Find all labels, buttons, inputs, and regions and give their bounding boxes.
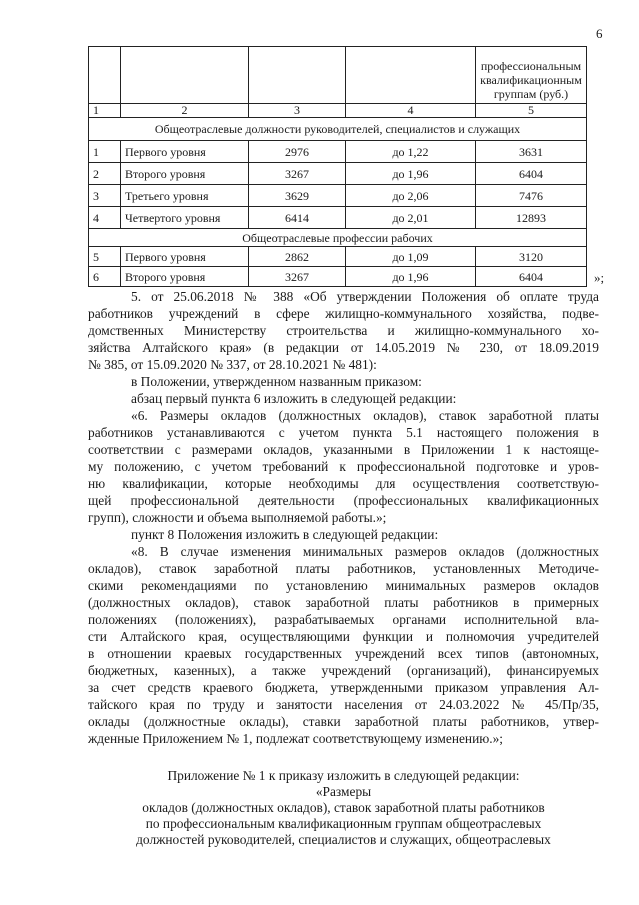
level-cell: Третьего уровня [121, 185, 249, 207]
header-line: профессиональным [480, 59, 582, 73]
header-cell [121, 47, 249, 104]
salary-cell: 6414 [249, 207, 346, 229]
text-line: соответствии с размерами окладов, указанными в Приложении 1 к настояще- [88, 442, 599, 457]
text-line: оклады (должностные оклады), ставки заработной платы работников, утвер- [88, 714, 599, 729]
total-cell: 12893 [476, 207, 587, 229]
section-row [89, 229, 587, 247]
text-line: му положению, с учетом требований к профессиональной подготовке и уров- [88, 459, 599, 474]
column-number: 4 [346, 104, 476, 118]
column-number: 5 [476, 104, 587, 118]
table-row [89, 247, 587, 267]
text-line: ню квалификации, которые необходимы для осуществления соответствую- [88, 476, 599, 491]
text-line: в отношении краевых государственных учреждений всех типов (автономных, [88, 646, 599, 661]
table-row [89, 207, 587, 229]
coefficient-cell: до 1,96 [346, 267, 476, 287]
salary-cell: 2976 [249, 141, 346, 163]
table-header-row [89, 47, 587, 104]
text-line: жденные Приложением № 1, подлежат соответствующему изменению.»; [88, 731, 504, 746]
page-number: 6 [596, 26, 603, 41]
table-row [89, 163, 587, 185]
coefficient-cell: до 1,22 [346, 141, 476, 163]
table-row [89, 141, 587, 163]
text-line: 5. от 25.06.2018 № 388 «Об утверждении Положения об оплате труда [131, 289, 599, 304]
column-number-row [89, 104, 587, 118]
text-line: положениях (положениях), разрабатываемых органами исполнительной вла- [88, 612, 599, 627]
text-line: «6. Размеры окладов (должностных окладов), ставок заработной платы [131, 408, 599, 423]
header-line: группам (руб.) [493, 87, 569, 101]
text-line: в Положении, утвержденном названным приказом: [131, 374, 422, 389]
text-line: бюджетных, казенных), а также учреждений (организаций), финансируемых [88, 663, 599, 678]
table-row [89, 185, 587, 207]
text-line: окладов), ставок заработной платы работников, установленных Методиче- [88, 561, 599, 576]
coefficient-cell: до 2,01 [346, 207, 476, 229]
level-cell: Четвертого уровня [121, 207, 249, 229]
salary-cell: 2862 [249, 247, 346, 267]
column-number: 1 [89, 104, 121, 118]
heading-line: окладов (должностных окладов), ставок заработной платы работников [142, 800, 545, 815]
text-line: № 385, от 15.09.2020 № 337, от 28.10.2021 № 481): [88, 357, 377, 372]
header-cell [249, 47, 346, 104]
header-line: квалификационным [480, 73, 582, 87]
text-line: скими рекомендациями по установлению минимальных размеров окладов [88, 578, 599, 593]
table-closing-mark: »; [594, 270, 605, 285]
coefficient-cell: до 1,96 [346, 163, 476, 185]
section-row [89, 118, 587, 141]
heading-line: «Размеры [315, 784, 372, 799]
salary-cell: 3629 [249, 185, 346, 207]
text-line: абзац первый пункта 6 изложить в следующей редакции: [131, 391, 457, 406]
salary-table [88, 46, 587, 287]
section-title: Общеотраслевые должности руководителей, специалистов и служащих [89, 118, 587, 141]
row-number: 5 [89, 247, 121, 267]
total-cell: 6404 [476, 163, 587, 185]
text-line: сти Алтайского края, осуществляющими функции и полномочия учредителей [88, 629, 599, 644]
header-cell [89, 47, 121, 104]
coefficient-cell: до 1,09 [346, 247, 476, 267]
salary-cell: 3267 [249, 163, 346, 185]
heading-line: по профессиональным квалификационным группам общеотраслевых [145, 816, 542, 831]
table-row [89, 267, 587, 287]
row-number: 3 [89, 185, 121, 207]
level-cell: Первого уровня [121, 141, 249, 163]
text-line: щей профессиональной деятельности (профессиональных квалификационных [88, 493, 599, 508]
total-cell: 6404 [476, 267, 587, 287]
row-number: 6 [89, 267, 121, 287]
text-line: домственных Министерству строительства и жилищно-коммунального хо- [88, 323, 599, 338]
total-cell: 7476 [476, 185, 587, 207]
header-cell-amount [476, 47, 587, 104]
level-cell: Второго уровня [121, 163, 249, 185]
header-cell [346, 47, 476, 104]
text-line: работников устанавливаются с учетом пункта 5.1 настоящего положения в [88, 425, 599, 440]
text-line: групп), сложности и объема выполняемой работы.»; [88, 510, 387, 525]
total-cell: 3120 [476, 247, 587, 267]
row-number: 2 [89, 163, 121, 185]
text-line: пункт 8 Положения изложить в следующей редакции: [131, 527, 439, 542]
body-text [88, 288, 599, 747]
row-number: 1 [89, 141, 121, 163]
level-cell: Второго уровня [121, 267, 249, 287]
text-line: тайского края по труду и занятости населения от 24.03.2022 № 45/Пр/35, [88, 697, 599, 712]
total-cell: 3631 [476, 141, 587, 163]
text-line: за счет средств краевого бюджета, утвержденными приказом управления Ал- [88, 680, 599, 695]
heading-line: должностей руководителей, специалистов и служащих, общеотраслевых [136, 832, 551, 847]
text-line: работников учреждений в сфере жилищно-коммунального хозяйства, подве- [88, 306, 599, 321]
row-number: 4 [89, 207, 121, 229]
section-title: Общеотраслевые профессии рабочих [89, 229, 587, 247]
column-number: 2 [121, 104, 249, 118]
text-line: «8. В случае изменения минимальных размеров окладов (должностных [131, 544, 599, 559]
level-cell: Первого уровня [121, 247, 249, 267]
column-number: 3 [249, 104, 346, 118]
appendix-heading [88, 768, 599, 848]
text-line: (должностных окладов), ставок заработной платы работников в примерных [88, 595, 599, 610]
salary-cell: 3267 [249, 267, 346, 287]
text-line: зяйства Алтайского края» (в редакции от 14.05.2019 № 230, от 18.09.2019 [88, 340, 599, 355]
coefficient-cell: до 2,06 [346, 185, 476, 207]
appendix-instruction: Приложение № 1 к приказу изложить в следующей редакции: [167, 768, 520, 783]
